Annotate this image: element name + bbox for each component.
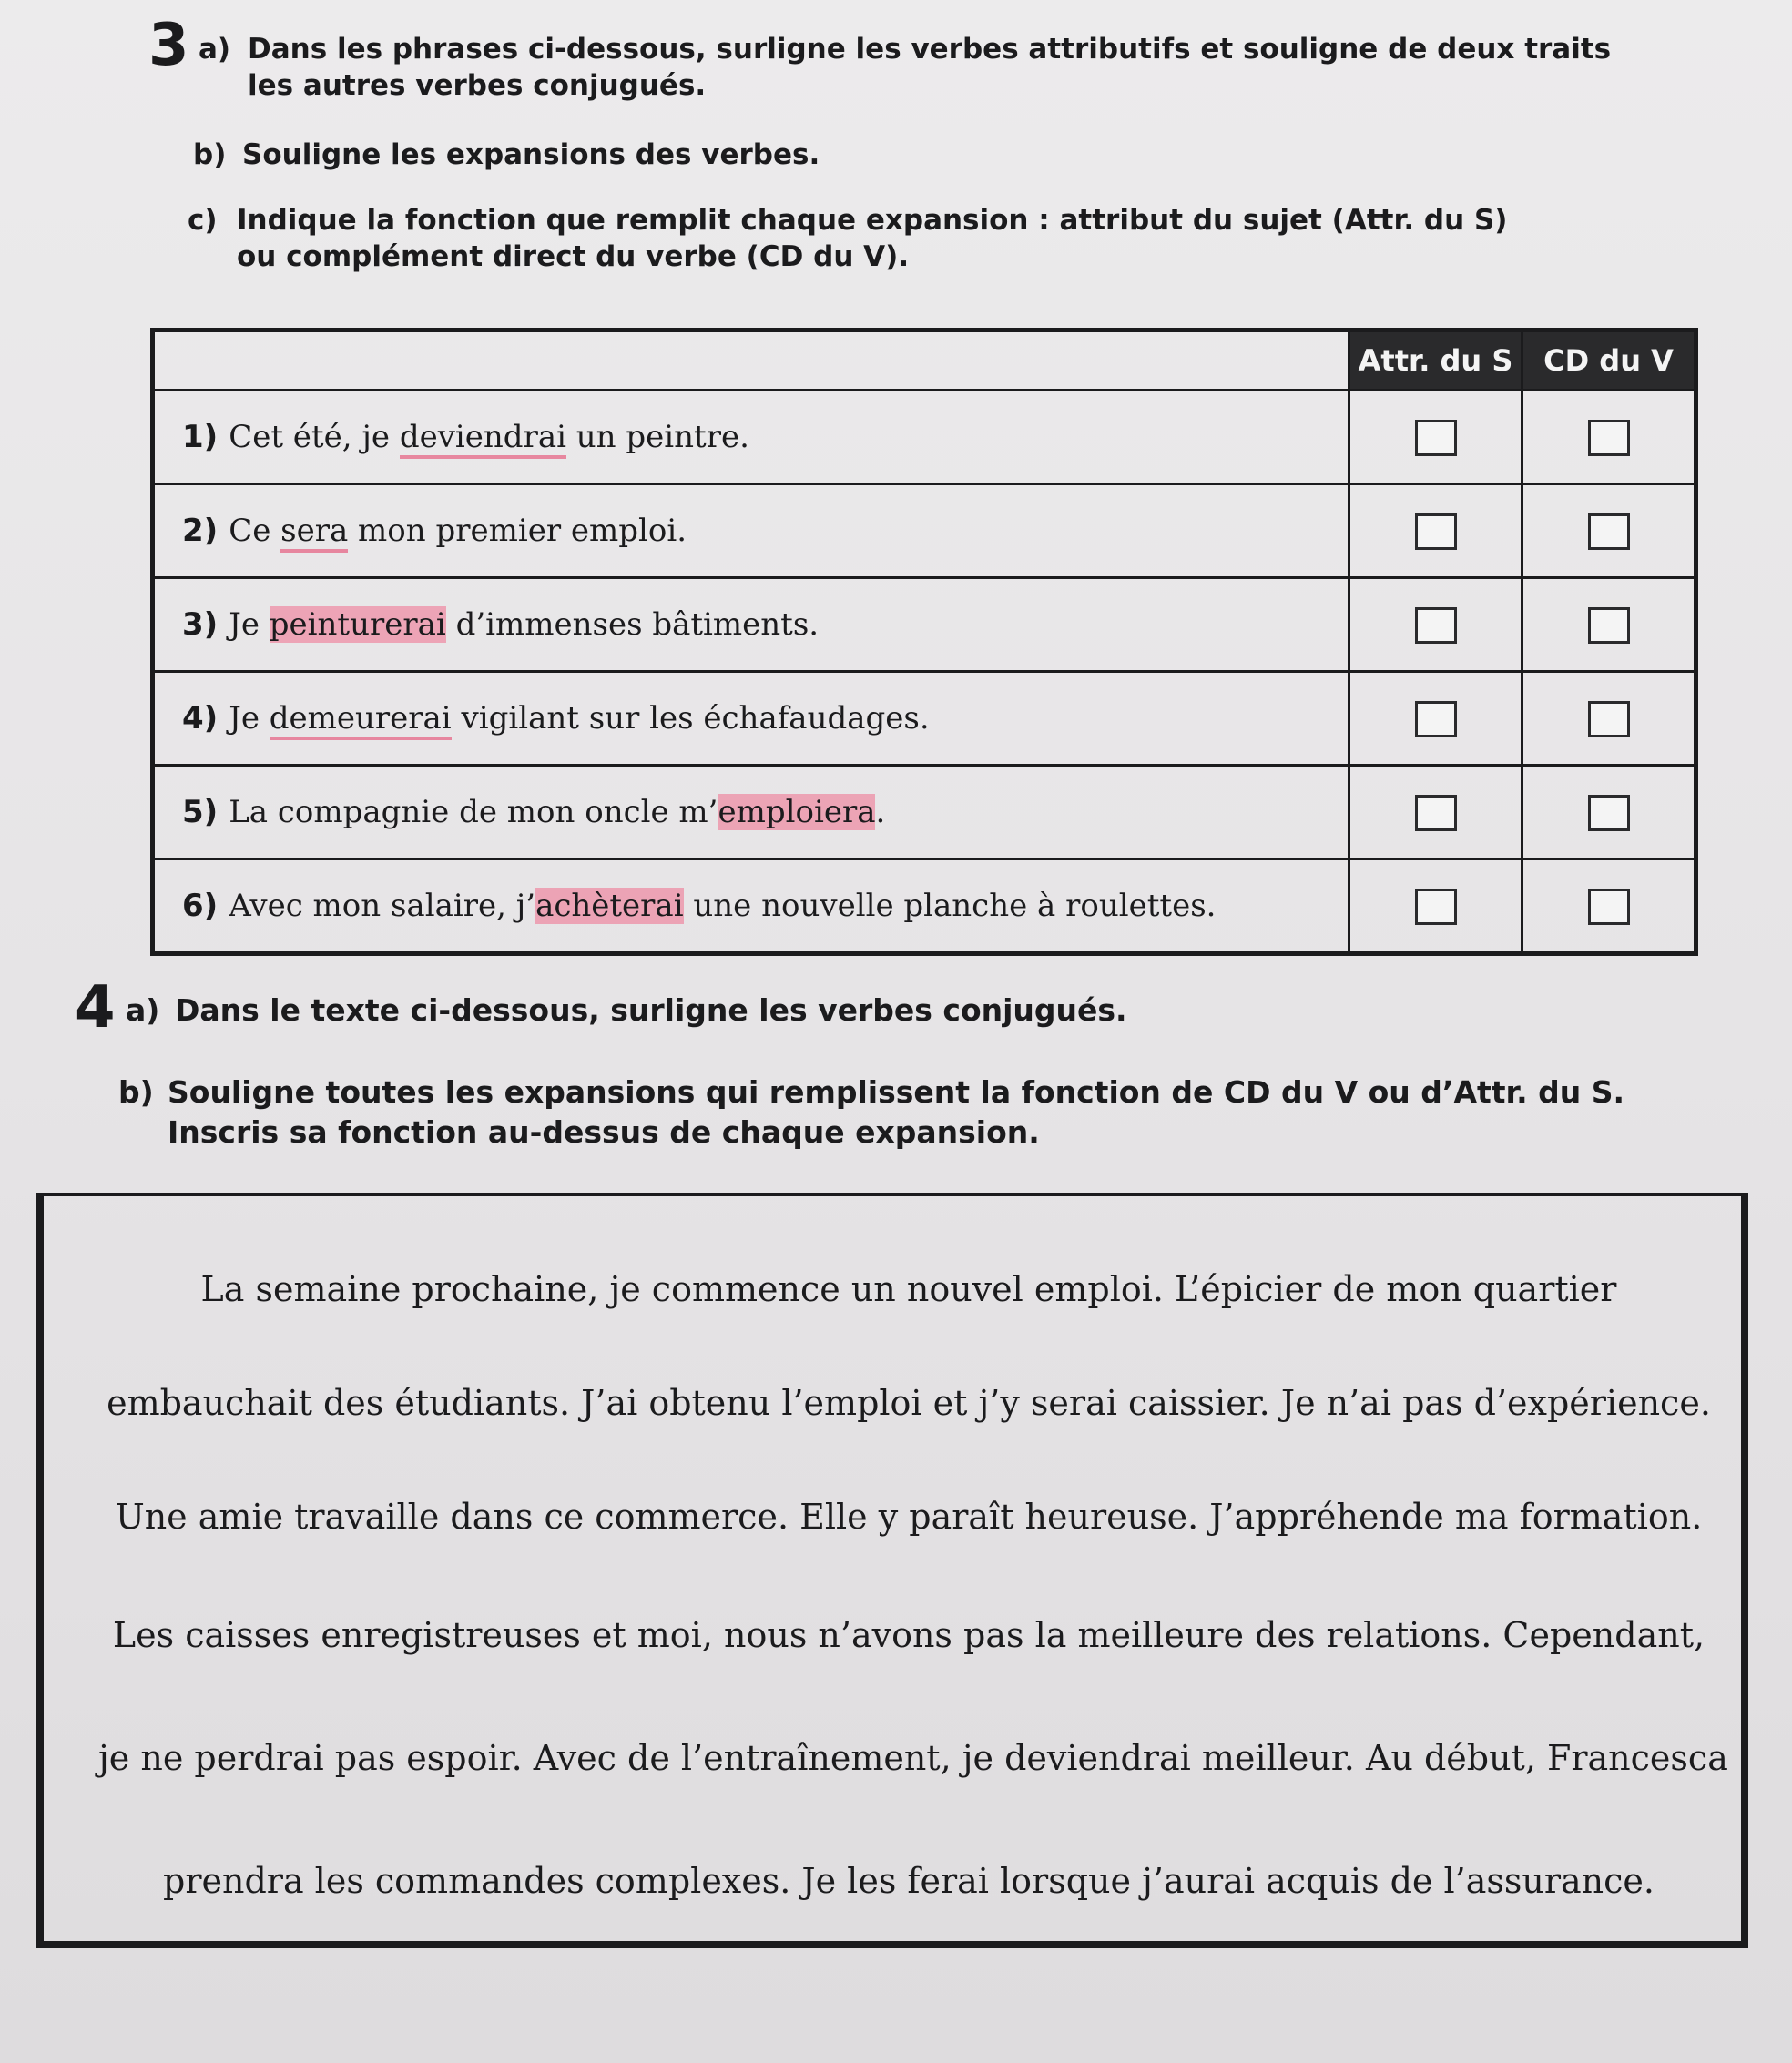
instruction-label: a)	[126, 992, 160, 1028]
sentence-number: 5)	[182, 794, 219, 830]
cd-checkbox[interactable]	[1588, 795, 1630, 831]
column-header-cd: CD du V	[1522, 330, 1696, 391]
sentence-cell	[153, 578, 1349, 672]
text-line: La semaine prochaine, je commence un nouvel emploi. L’épicier de mon quartier	[200, 1269, 1617, 1309]
table-corner	[153, 330, 1349, 391]
sentence-post: une nouvelle planche à roulettes.	[683, 888, 1217, 924]
sentence-post: vigilant sur les échafaudages.	[451, 700, 930, 737]
cd-cell	[1522, 391, 1696, 484]
sentence-pre: Je	[229, 606, 270, 643]
text-line: Une amie travaille dans ce commerce. Elle y paraît heureuse. J’appréhende ma formation.	[115, 1497, 1703, 1537]
attr-cell	[1349, 484, 1522, 578]
cd-checkbox[interactable]	[1588, 420, 1630, 456]
exercise-3-table	[150, 328, 1698, 956]
sentence-number: 3)	[182, 606, 219, 643]
attr-cell	[1349, 859, 1522, 954]
instruction-label: b)	[118, 1074, 154, 1110]
text-line: embauchait des étudiants. J’ai obtenu l’emploi et j’y serai caissier. Je n’ai pas d’expérience.	[107, 1383, 1711, 1423]
attr-checkbox[interactable]	[1415, 889, 1457, 925]
sentence-post: mon premier emploi.	[348, 513, 687, 549]
sentence-number: 4)	[182, 700, 219, 737]
sentence-number: 2)	[182, 513, 219, 549]
exercise-4-number: 4	[75, 974, 116, 1042]
sentence-cell	[153, 859, 1349, 954]
table-row	[153, 859, 1696, 954]
table-row	[153, 391, 1696, 484]
sentence-pre: La compagnie de mon oncle m’	[229, 794, 718, 830]
attr-checkbox[interactable]	[1415, 701, 1457, 737]
instruction-text: Souligne toutes les expansions qui remplissent la fonction de CD du V ou d’Attr. du S.	[168, 1074, 1625, 1110]
attr-checkbox[interactable]	[1415, 795, 1457, 831]
cd-cell	[1522, 484, 1696, 578]
cd-cell	[1522, 859, 1696, 954]
cd-checkbox[interactable]	[1588, 889, 1630, 925]
text-line: prendra les commandes complexes. Je les ferai lorsque j’aurai acquis de l’assurance.	[163, 1861, 1655, 1901]
attr-checkbox[interactable]	[1415, 513, 1457, 550]
sentence-number: 6)	[182, 888, 219, 924]
sentence-verb: sera	[280, 513, 348, 553]
attr-cell	[1349, 766, 1522, 859]
instruction-label: b)	[193, 138, 227, 171]
sentence-cell	[153, 391, 1349, 484]
exercise-4-instruction-b	[118, 1072, 1739, 1153]
cd-checkbox[interactable]	[1588, 607, 1630, 644]
sentence-pre: Cet été, je	[229, 419, 400, 455]
sentence-verb: deviendrai	[400, 419, 566, 459]
sentence-cell	[153, 484, 1349, 578]
instruction-text-cont: ou complément direct du verbe (CD du V).	[237, 240, 910, 273]
sentence-verb: peinturerai	[269, 606, 446, 643]
sentence-verb: demeurerai	[270, 700, 452, 740]
exercise-3-instruction-c	[188, 202, 1663, 275]
table-row	[153, 766, 1696, 859]
text-line: Les caisses enregistreuses et moi, nous n’avons pas la meilleure des relations. Cependant,	[112, 1615, 1705, 1655]
exercise-4-instruction-a	[126, 992, 1674, 1029]
sentence-post: d’immenses bâtiments.	[445, 606, 820, 643]
instruction-text: Indique la fonction que remplit chaque expansion : attribut du sujet (Attr. du S)	[237, 204, 1508, 237]
instruction-text-cont: Inscris sa fonction au-dessus de chaque expansion.	[168, 1114, 1040, 1150]
attr-cell	[1349, 672, 1522, 766]
attr-cell	[1349, 578, 1522, 672]
sentence-number: 1)	[182, 419, 219, 455]
sentence-pre: Je	[229, 700, 270, 737]
exercise-4-text-box	[36, 1193, 1748, 1948]
sentence-verb: achèterai	[535, 888, 684, 924]
sentence-post: .	[875, 794, 886, 830]
cd-checkbox[interactable]	[1588, 513, 1630, 550]
exercise-3-number: 3	[148, 12, 189, 79]
column-header-attr: Attr. du S	[1349, 330, 1522, 391]
cd-cell	[1522, 766, 1696, 859]
table-row	[153, 672, 1696, 766]
cd-cell	[1522, 672, 1696, 766]
text-line: je ne perdrai pas espoir. Avec de l’entraînement, je deviendrai meilleur. Au début, Francesca	[98, 1738, 1728, 1778]
table-row	[153, 484, 1696, 578]
sentence-post: un peintre.	[565, 419, 749, 455]
exercise-3-instruction-b	[193, 137, 1559, 173]
cd-checkbox[interactable]	[1588, 701, 1630, 737]
sentence-cell	[153, 766, 1349, 859]
attr-checkbox[interactable]	[1415, 607, 1457, 644]
instruction-label: a)	[199, 33, 231, 66]
attr-checkbox[interactable]	[1415, 420, 1457, 456]
sentence-pre: Ce	[229, 513, 281, 549]
cd-cell	[1522, 578, 1696, 672]
instruction-text-cont: les autres verbes conjugués.	[248, 69, 707, 102]
attr-cell	[1349, 391, 1522, 484]
table-row	[153, 578, 1696, 672]
exercise-3-instruction-a	[199, 31, 1619, 104]
sentence-verb: emploiera	[718, 794, 876, 830]
sentence-cell	[153, 672, 1349, 766]
instruction-label: c)	[188, 204, 218, 237]
instruction-text: Dans les phrases ci-dessous, surligne les verbes attributifs et souligne de deux traits	[248, 33, 1612, 66]
instruction-text: Dans le texte ci-dessous, surligne les verbes conjugués.	[175, 992, 1127, 1028]
sentence-pre: Avec mon salaire, j’	[229, 888, 536, 924]
instruction-text: Souligne les expansions des verbes.	[242, 138, 820, 171]
